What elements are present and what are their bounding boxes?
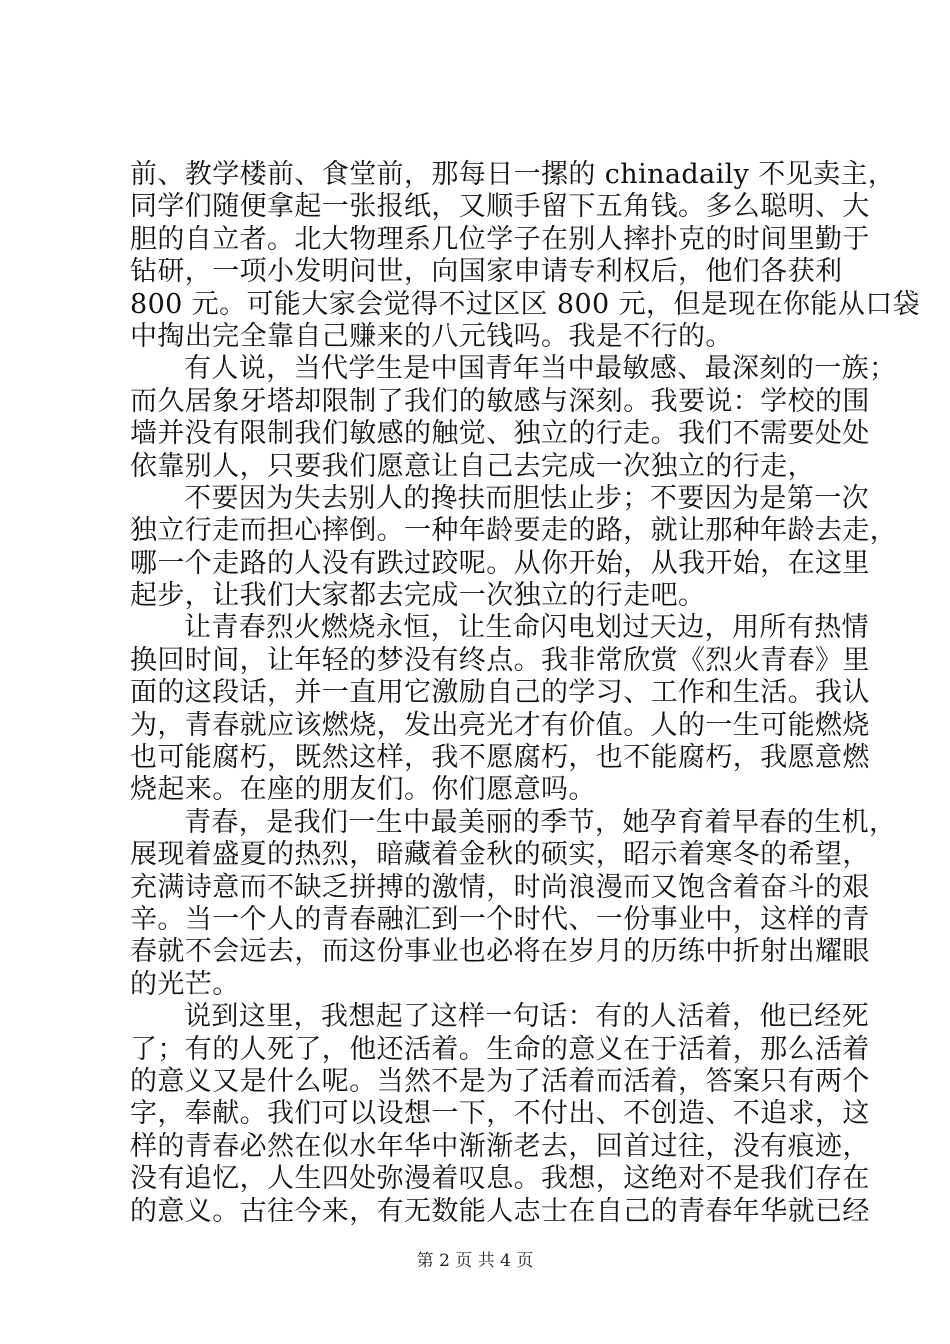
text-line: 展现着盛夏的热烈，暗藏着金秋的硕实，昭示着寒冬的希望，	[130, 839, 870, 871]
paragraph-first-line: 不要因为失去别人的搀扶而胆怯止步；不要因为是第一次	[184, 482, 869, 514]
text-line: 哪一个走路的人没有跌过跤呢。从你开始，从我开始，在这里	[130, 547, 870, 579]
text-line: 钻研，一项小发明问世，向国家申请专利权后，他们各获利	[130, 256, 843, 288]
paragraph-first-line: 有人说，当代学生是中国青年当中最敏感、最深刻的一族；	[184, 353, 897, 385]
page-number-footer: 第 2 页 共 4 页	[416, 1251, 534, 1271]
text-line: 的意义又是什么呢。当然不是为了活着而活着，答案只有两个	[130, 1065, 870, 1097]
text-line: 中掏出完全靠自己赚来的八元钱吗。我是不行的。	[130, 320, 733, 352]
text-line: 依靠别人，只要我们愿意让自己去完成一次独立的行走，	[130, 450, 815, 482]
text-line: 同学们随便拿起一张报纸，又顺手留下五角钱。多么聪明、大	[130, 191, 870, 223]
text-line: 换回时间，让年轻的梦没有终点。我非常欣赏《烈火青春》里	[130, 644, 870, 676]
text-line: 的意义。古往今来，有无数能人志士在自己的青春年华就已经	[130, 1195, 870, 1227]
text-line: 没有追忆，人生四处弥漫着叹息。我想，这绝对不是我们存在	[130, 1163, 870, 1195]
text-line: 辛。当一个人的青春融汇到一个时代、一份事业中，这样的青	[130, 903, 870, 935]
text-line: 了；有的人死了，他还活着。生命的意义在于活着，那么活着	[130, 1033, 870, 1065]
text-line: 起步，让我们大家都去完成一次独立的行走吧。	[130, 580, 706, 612]
text-line: 字，奉献。我们可以设想一下，不付出、不创造、不追求，这	[130, 1098, 870, 1130]
body-text	[130, 159, 921, 1228]
paragraph-first-line: 青春，是我们一生中最美丽的季节，她孕育着早春的生机，	[184, 806, 897, 838]
text-line: 的光芒。	[130, 968, 240, 1000]
text-line: 800 元。可能大家会觉得不过区区 800 元，但是现在你能从口袋	[130, 288, 921, 320]
text-line: 也可能腐朽，既然这样，我不愿腐朽，也不能腐朽，我愿意燃	[130, 742, 870, 774]
text-line: 独立行走而担心摔倒。一种年龄要走的路，就让那种年龄去走，	[130, 515, 898, 547]
text-line: 面的这段话，并一直用它激励自己的学习、工作和生活。我认	[130, 677, 870, 709]
text-line: 充满诗意而不缺乏拼搏的激情，时尚浪漫而又饱含着奋斗的艰	[130, 871, 870, 903]
text-line: 样的青春必然在似水年华中渐渐老去，回首过往，没有痕迹，	[130, 1130, 870, 1162]
text-line: 而久居象牙塔却限制了我们的敏感与深刻。我要说：学校的围	[130, 385, 870, 417]
text-line: 墙并没有限制我们敏感的触觉、独立的行走。我们不需要处处	[130, 418, 870, 450]
text-line: 前、教学楼前、食堂前，那每日一摞的 chinadaily 不见卖主，	[130, 159, 896, 190]
text-line: 为，青春就应该燃烧，发出亮光才有价值。人的一生可能燃烧	[130, 709, 870, 741]
text-line: 胆的自立者。北大物理系几位学子在别人摔扑克的时间里勤于	[130, 223, 870, 255]
paragraph-first-line: 让青春烈火燃烧永恒，让生命闪电划过天边，用所有热情	[184, 612, 869, 644]
text-line: 烧起来。在座的朋友们。你们愿意吗。	[130, 774, 596, 806]
text-line: 春就不会远去，而这份事业也必将在岁月的历练中折射出耀眼	[130, 936, 870, 968]
paragraph-first-line: 说到这里，我想起了这样一句话：有的人活着，他已经死	[184, 1001, 869, 1033]
